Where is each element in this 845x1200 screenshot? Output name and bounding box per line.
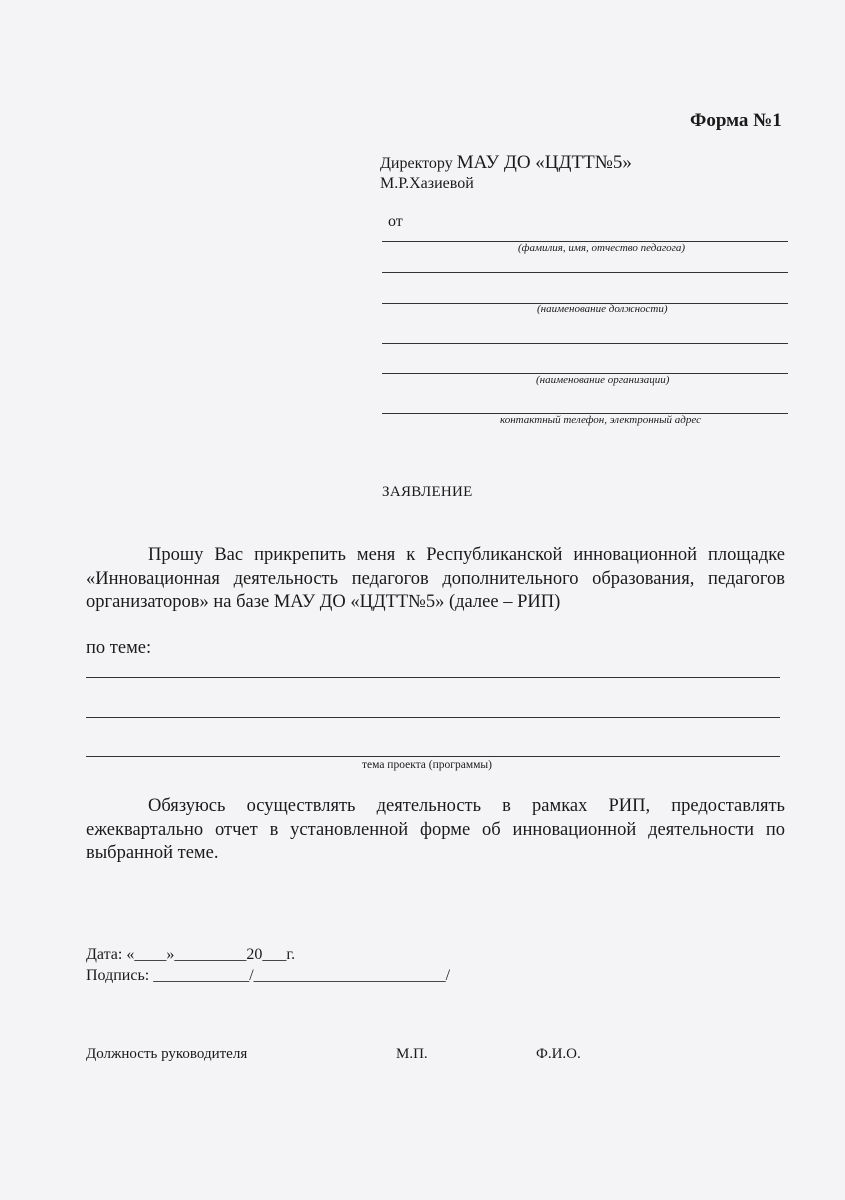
date-field[interactable]: Дата: «____»_________20___г. xyxy=(86,946,296,963)
document-title: ЗАЯВЛЕНИЕ xyxy=(382,484,473,500)
addressee-line xyxy=(380,152,632,174)
addressee-prefix: Директору xyxy=(380,155,453,172)
topic-line-1[interactable] xyxy=(86,677,780,678)
signature-field[interactable]: Подпись: ____________/________________________/ xyxy=(86,967,451,984)
position-caption: (наименование должности) xyxy=(537,303,668,315)
addressee-org: МАУ ДО «ЦДТТ№5» xyxy=(456,152,632,173)
form-number: Форма №1 xyxy=(690,110,782,131)
fio-label: Ф.И.О. xyxy=(536,1046,581,1062)
topic-label: по теме: xyxy=(86,638,152,658)
topic-line-3[interactable] xyxy=(86,756,780,757)
addressee-name: М.Р.Хазиевой xyxy=(380,175,474,192)
stamp-label: М.П. xyxy=(396,1046,428,1062)
manager-position-label: Должность руководителя xyxy=(86,1046,248,1062)
fio-line-2[interactable] xyxy=(382,272,788,273)
topic-line-2[interactable] xyxy=(86,717,780,718)
obligation-paragraph: Обязуюсь осуществлять деятельность в рамках РИП, предоставлять ежеквартально отчет в установленной форме об инновационной деятельности по выбранной теме. xyxy=(86,796,785,863)
request-paragraph: Прошу Вас прикрепить меня к Республиканской инновационной площадке «Инновационная деятельность педагогов дополнительного образования, педагогов организаторов» на базе МАУ ДО «ЦДТТ№5» (далее – РИП) xyxy=(86,545,785,612)
contact-caption: контактный телефон, электронный адрес xyxy=(500,414,701,426)
topic-caption: тема проекта (программы) xyxy=(362,759,492,771)
from-label: от xyxy=(388,213,403,230)
organization-caption: (наименование организации) xyxy=(536,374,670,386)
position-line-2[interactable] xyxy=(382,343,788,344)
fio-caption: (фамилия, имя, отчество педагога) xyxy=(518,242,686,254)
